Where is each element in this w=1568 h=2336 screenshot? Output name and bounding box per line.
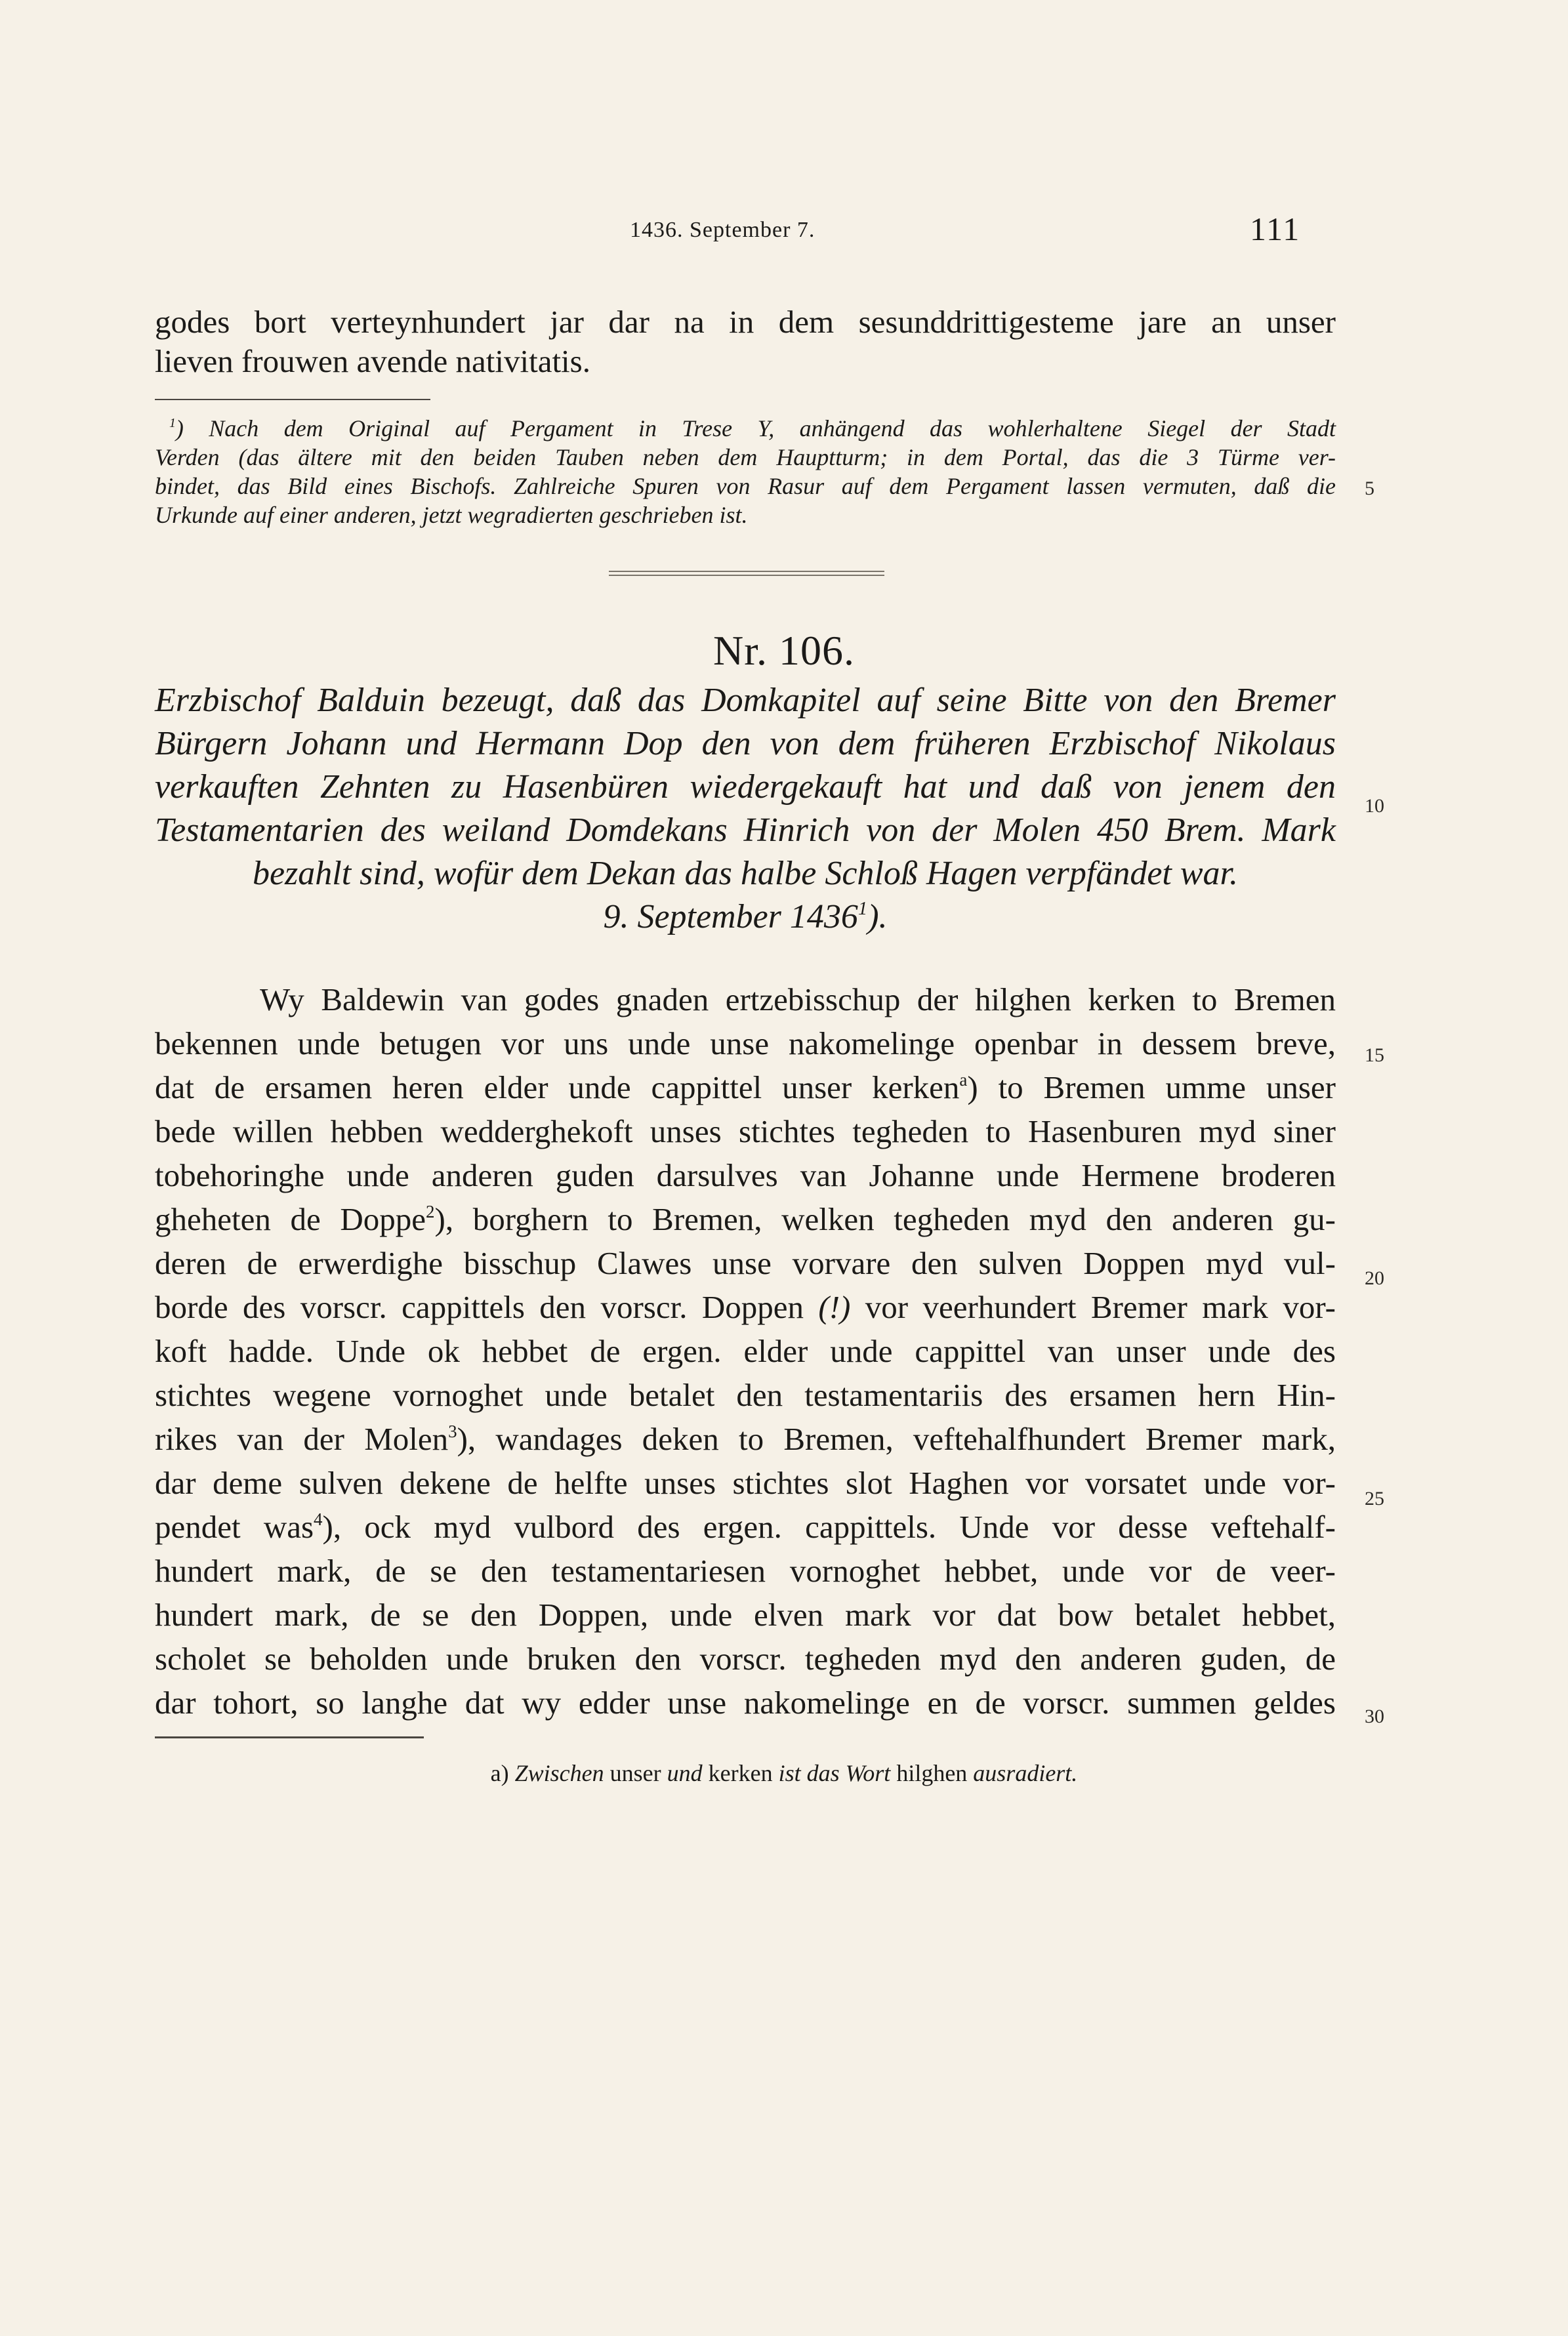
footnote-3-marker: 3	[448, 1422, 457, 1442]
regest-line-2: Bürgern Johann und Hermann Dop den von dem früheren Erzbischof Nikolaus	[155, 725, 1336, 762]
text-line-11: rikes van der Molen$^3$), wandages deken to Bremen, veftehalfhundert Bremer mark,	[155, 1421, 1336, 1457]
regest-line-1: Erzbischof Balduin bezeugt, daß das Domkapitel auf seine Bitte von den Bremer	[155, 682, 1336, 719]
footnote-1-line-3: bindet, das Bild eines Bischofs. Zahlreiche Spuren von Rasur auf dem Pergament lassen vermuten, daß die	[155, 473, 1336, 499]
section-separator	[609, 571, 884, 576]
text-line-2: bekennen unde betugen vor uns unde unse nakomelinge openbar in dessem breve,	[155, 1025, 1336, 1061]
regest-date-marker: 1	[857, 898, 868, 919]
text-line-10: stichtes wegene vornoghet unde betalet den testamentariis des ersamen hern Hin-	[155, 1377, 1336, 1413]
text-line-8: borde des vorscr. cappittels den vorscr. Doppen (!) vor veerhundert Bremer mark vor-	[155, 1289, 1336, 1325]
regest-line-4: Testamentarien des weiland Domdekans Hinrich von der Molen 450 Brem. Mark	[155, 811, 1336, 849]
line-number-10: 10	[1365, 795, 1384, 817]
text-line-16: scholet se beholden unde bruken den vorscr. tegheden myd den anderen guden, de	[155, 1641, 1336, 1677]
document-number: Nr. 106.	[713, 627, 855, 674]
textual-note-a: a) Zwischen unser und kerken ist das Wort hilghen ausradiert.	[490, 1760, 1078, 1786]
text-line-3: dat de ersamen heren elder unde cappittel unser kerken$^a$) to Bremen umme unser	[155, 1069, 1336, 1105]
intro-line-2: lieven frouwen avende nativitatis.	[155, 343, 590, 379]
text-line-7: deren de erwerdighe bisschup Clawes unse vorvare den sulven Doppen myd vul-	[155, 1245, 1336, 1281]
text-line-12: dar deme sulven dekene de helfte unses stichtes slot Haghen vor vorsatet unde vor-	[155, 1465, 1336, 1501]
text-line-13: pendet was$^4$), ock myd vulbord des ergen. cappittels. Unde vor desse veftehalf-	[155, 1509, 1336, 1545]
text-line-9: koft hadde. Unde ok hebbet de ergen. elder unde cappittel van unser unde des	[155, 1333, 1336, 1369]
note-a-marker: a	[959, 1070, 968, 1090]
text-line-14: hundert mark, de se den testamentariesen vornoghet hebbet, unde vor de veer-	[155, 1553, 1336, 1589]
footnote-1-line-4: Urkunde auf einer anderen, jetzt wegradierten geschrieben ist.	[155, 502, 748, 528]
running-head-date: 1436. September 7.	[630, 218, 815, 242]
line-number-20: 20	[1365, 1267, 1384, 1289]
footnote-4-marker: 4	[314, 1509, 323, 1530]
line-number-25: 25	[1365, 1488, 1384, 1509]
regest-date: 9. September 1436$^1$).	[603, 898, 888, 935]
apparatus-separator	[155, 1736, 424, 1738]
running-head	[0, 210, 1568, 249]
page-number: 111	[1250, 211, 1301, 247]
footnote-1-line-1: $^1$) Nach dem Original auf Pergament in Trese Y, anhängend das wohlerhaltene Siegel der Stadt	[169, 415, 1336, 441]
footnote-1-marker: 1	[169, 416, 176, 431]
footnote-1-line-2: Verden (das ältere mit den beiden Tauben neben dem Hauptturm; in dem Portal, das die 3 Türme ver-	[155, 444, 1336, 470]
footnote-separator	[155, 399, 430, 400]
text-line-6: gheheten de Doppe$^2$), borghern to Bremen, welken tegheden myd den anderen gu-	[155, 1201, 1336, 1237]
text-line-5: tobehoringhe unde anderen guden darsulves van Johanne unde Hermene broderen	[155, 1157, 1336, 1193]
text-line-15: hundert mark, de se den Doppen, unde elven mark vor dat bow betalet hebbet,	[155, 1597, 1336, 1633]
text-line-4: bede willen hebben wedderghekoft unses stichtes tegheden to Hasenburen myd siner	[155, 1113, 1336, 1149]
intro-line-1: godes bort verteynhundert jar dar na in dem sesunddrittigesteme jare an unser	[155, 304, 1336, 340]
line-number-15: 15	[1365, 1044, 1384, 1066]
regest-line-5: bezahlt sind, wofür dem Dekan das halbe Schloß Hagen verpfändet war.	[252, 855, 1239, 892]
line-number-5: 5	[1365, 478, 1374, 499]
regest-line-3: verkauften Zehnten zu Hasenbüren wiedergekauft hat und daß von jenem den	[155, 768, 1336, 806]
footnote-2-marker: 2	[426, 1202, 435, 1222]
sic-marker: (!)	[818, 1289, 851, 1325]
text-line-1: Wy Baldewin van godes gnaden ertzebisschup der hilghen kerken to Bremen	[260, 981, 1336, 1017]
text-line-17: dar tohort, so langhe dat wy edder unse nakomelinge en de vorscr. summen geldes	[155, 1685, 1336, 1721]
line-number-30: 30	[1365, 1706, 1384, 1727]
